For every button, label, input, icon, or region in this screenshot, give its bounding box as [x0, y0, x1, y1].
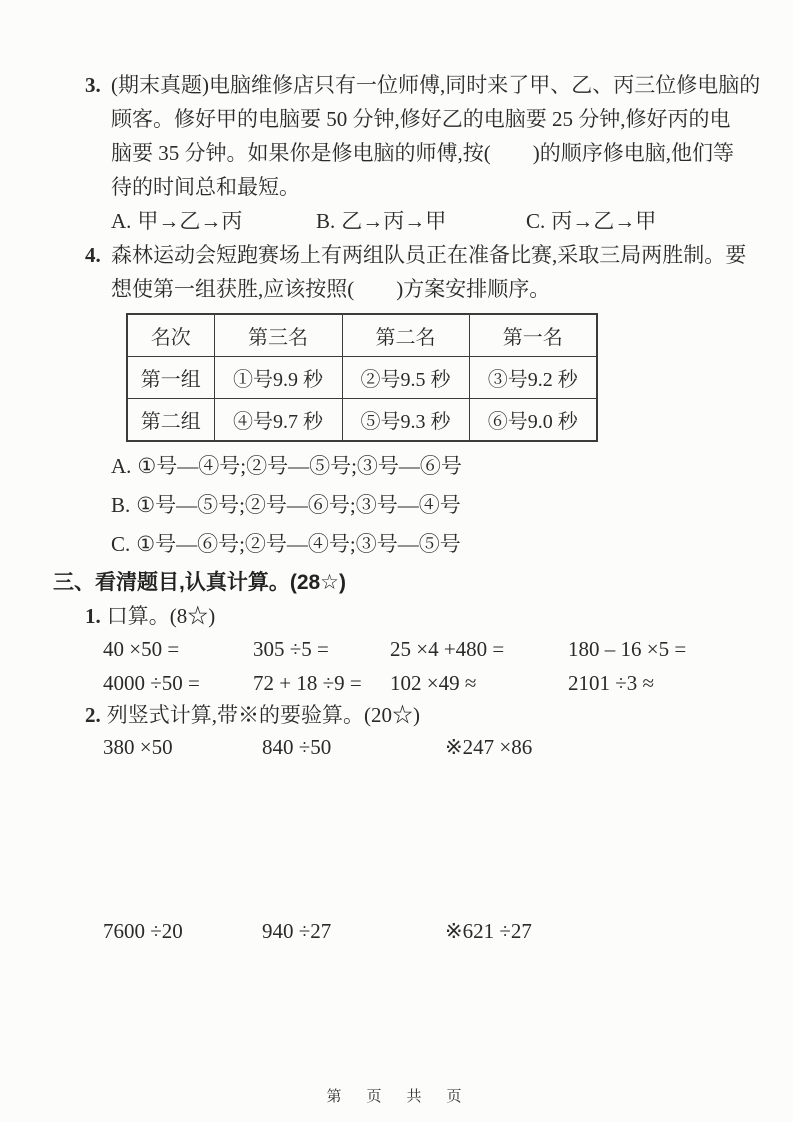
option-c-label: C. [526, 209, 546, 233]
oral-problem: 25 ×4 +480 = [390, 637, 505, 661]
worksheet-content [53, 68, 761, 948]
question-3-option-c [526, 204, 656, 238]
question-4 [85, 238, 747, 564]
vertical-calc-heading [85, 700, 740, 730]
option-b-text: 乙→丙→甲 [341, 209, 447, 233]
group2-first: ⑥号9.0 秒 [469, 399, 597, 442]
vertical-calc-number: 2. [85, 703, 101, 727]
option-c-text: ①号—⑥号;②号—④号;③号—⑤号 [136, 532, 461, 556]
question-3-line-1: (期末真题)电脑维修店只有一位师傅,同时来了甲、乙、丙三位修电脑的 [111, 73, 761, 97]
header-second: 第二名 [342, 314, 469, 357]
oral-problem: 102 ×49 ≈ [390, 671, 477, 695]
header-third: 第三名 [214, 314, 342, 357]
question-3-option-b [316, 204, 526, 238]
oral-calc-title: 口算。(8☆) [106, 604, 216, 628]
question-3-line-3: 脑要 35 分钟。如果你是修电脑的师傅,按( )的顺序修电脑,他们等 [111, 141, 734, 165]
question-4-line-1: 森林运动会短跑赛场上有两组队员正在准备比赛,采取三局两胜制。要 [111, 243, 747, 267]
question-3 [85, 68, 761, 238]
vertical-problem: ※247 ×86 [445, 735, 533, 759]
group1-third: ①号9.9 秒 [214, 357, 342, 399]
vertical-problem: 940 ÷27 [262, 919, 332, 943]
vertical-problem: ※621 ÷27 [445, 919, 532, 943]
table-row [127, 357, 597, 399]
oral-calc-number: 1. [85, 604, 101, 628]
header-rank: 名次 [127, 314, 214, 357]
question-4-options [111, 447, 740, 564]
vertical-calc-row-1 [85, 730, 740, 764]
option-a-text: ①号—④号;②号—⑤号;③号—⑥号 [137, 454, 462, 478]
oral-calc-row-1 [85, 632, 740, 666]
option-c-label: C. [111, 532, 131, 556]
option-b-label: B. [316, 209, 336, 233]
option-b-text: ①号—⑤号;②号—⑥号;③号—④号 [136, 493, 461, 517]
group1-first: ③号9.2 秒 [469, 357, 597, 399]
oral-problem: 40 ×50 = [103, 637, 180, 661]
oral-calc-row-2 [85, 666, 740, 700]
question-3-option-a [111, 204, 316, 238]
oral-problem: 72 + 18 ÷9 = [253, 671, 362, 695]
vertical-problem: 840 ÷50 [262, 735, 332, 759]
header-first: 第一名 [469, 314, 597, 357]
option-a-label: A. [111, 454, 132, 478]
question-4-option-c [111, 525, 740, 564]
table-header-row [127, 314, 597, 357]
question-4-line-2: 想使第一组获胜,应该按照( )方案安排顺序。 [111, 277, 551, 301]
group1-label: 第一组 [127, 357, 214, 399]
option-c-text: 丙→乙→甲 [551, 209, 657, 233]
vertical-problem: 7600 ÷20 [103, 919, 183, 943]
race-results-table [126, 313, 598, 442]
vertical-calc-title: 列竖式计算,带※的要验算。(20☆) [106, 703, 420, 727]
oral-problem: 2101 ÷3 ≈ [568, 671, 655, 695]
section-3-heading: 三、看清题目,认真计算。(28☆) [53, 571, 347, 594]
question-3-line-2: 顾客。修好甲的电脑要 50 分钟,修好乙的电脑要 25 分钟,修好丙的电 [111, 107, 731, 131]
group1-second: ②号9.5 秒 [342, 357, 469, 399]
group2-label: 第二组 [127, 399, 214, 442]
oral-problem: 305 ÷5 = [253, 637, 329, 661]
table-row [127, 399, 597, 442]
oral-calc-heading [85, 600, 740, 632]
vertical-calc-row-2 [85, 914, 740, 948]
question-4-number: 4. [85, 243, 101, 267]
question-4-option-a [111, 447, 740, 486]
option-b-label: B. [111, 493, 131, 517]
group2-third: ④号9.7 秒 [214, 399, 342, 442]
oral-problem: 180 – 16 ×5 = [568, 637, 687, 661]
vertical-problem: 380 ×50 [103, 735, 173, 759]
oral-problem: 4000 ÷50 = [103, 671, 200, 695]
question-3-line-4: 待的时间总和最短。 [111, 175, 300, 199]
option-a-label: A. [111, 209, 132, 233]
question-4-option-b [111, 486, 740, 525]
option-a-text: 甲→乙→丙 [137, 209, 243, 233]
question-3-number: 3. [85, 73, 101, 97]
page-footer: 第 页 共 页 [326, 1088, 467, 1105]
question-3-options [111, 204, 740, 238]
group2-second: ⑤号9.3 秒 [342, 399, 469, 442]
